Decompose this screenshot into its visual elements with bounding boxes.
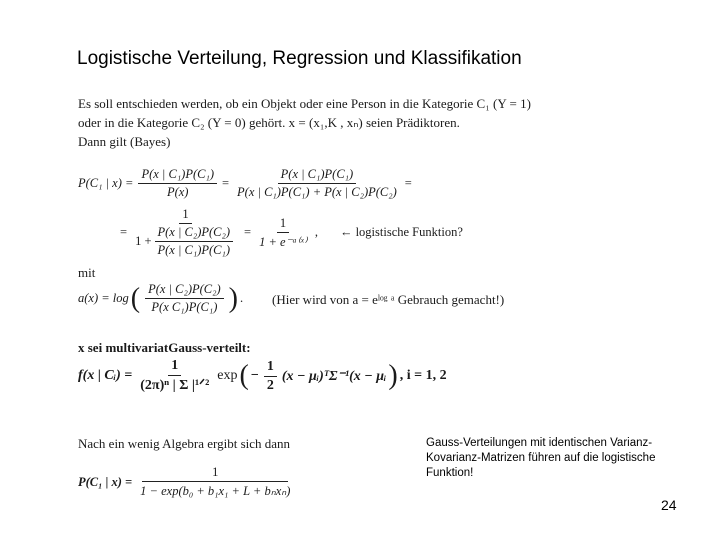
gauss-minus: −: [250, 368, 259, 383]
gauss-normalizer-num: 1: [168, 358, 181, 376]
algebra-text: Nach ein wenig Algebra ergibt sich dann: [78, 436, 291, 451]
bayes-fraction-2: [234, 167, 400, 200]
gauss-quadratic-form: (x − μᵢ)ᵀΣ⁻¹(x − μᵢ: [281, 368, 387, 384]
logistic-equals-1: =: [120, 225, 128, 239]
logistic-fraction: [256, 216, 310, 250]
bayes-fraction-1: [138, 167, 217, 200]
logistic-inner-fraction: [155, 225, 234, 258]
gauss-half-den: 2: [266, 377, 274, 393]
gauss-equation: [78, 358, 447, 394]
side-note: Gauss-Verteilungen mit identischen Varianz-Kovarianz-Matrizen führen auf die logistische Funktion!: [426, 437, 656, 479]
gauss-exp: exp: [217, 368, 238, 383]
bayes-fraction-2-den: P(x | C₁)P(C₁) + P(x | C₂)P(C₂): [237, 185, 397, 199]
logistic-outer-fraction: [132, 207, 239, 258]
slide-title: Logistische Verteilung, Regression und Klassifikation: [77, 48, 522, 69]
gauss-normalizer: [137, 358, 212, 394]
exp-left-paren-icon: (: [239, 360, 249, 391]
logistic-one-plus: 1 +: [135, 234, 152, 248]
gauss-half-num: 1: [264, 359, 277, 377]
a-fraction-num: P(x | C₂)P(C₂): [145, 282, 224, 299]
logistic-fraction-num: 1: [277, 216, 289, 233]
bayes-equals-3: =: [404, 176, 412, 190]
logistic-outer-num: 1: [179, 207, 191, 224]
logistic-outer-den: [132, 224, 239, 258]
gauss-tail: , i = 1, 2: [399, 368, 447, 383]
final-equation: [78, 465, 296, 499]
right-paren-icon: ): [228, 282, 238, 314]
final-fraction: [137, 465, 293, 499]
logistic-inner-num: P(x | C₂)P(C₂): [155, 225, 234, 242]
logistic-inner-den: P(x | C₁)P(C₁): [157, 243, 231, 257]
gauss-intro: x sei multivariatGauss-verteilt:: [78, 340, 251, 355]
logistic-fraction-den: 1 + e⁻ᵃ⁽ˣ⁾: [259, 234, 307, 249]
exp-right-paren-icon: ): [388, 360, 398, 391]
logistic-equals-2: =: [244, 225, 252, 239]
bayes-equation: [78, 167, 412, 200]
final-fraction-num: 1: [142, 465, 288, 482]
a-note: (Hier wird von a = eˡᵒᵍ ᵃ Gebrauch gemacht!): [272, 292, 505, 307]
bayes-fraction-2-num: P(x | C₁)P(C₁): [278, 167, 357, 184]
a-fraction-den: P(x C₁)P(C₁): [151, 300, 218, 314]
page-number: 24: [661, 497, 677, 513]
a-dot: .: [239, 291, 244, 305]
final-fraction-den: 1 − exp(b₀ + b₁x₁ + L + bₙxₙ): [140, 484, 291, 498]
intro-line-1: Es soll entschieden werden, ob ein Objekt oder eine Person in die Kategorie C₁ (Y = 1): [78, 96, 531, 111]
a-definition: [78, 282, 243, 315]
logistic-function-label: ← logistische Funktion?: [339, 225, 463, 239]
bayes-lhs: P(C₁ | x) =: [78, 176, 134, 190]
a-fraction: [145, 282, 224, 315]
final-lhs: P(C₁ | x) =: [78, 474, 133, 489]
bayes-equals-2: =: [221, 176, 230, 190]
a-lhs: a(x) = log: [78, 291, 129, 305]
bayes-fraction-1-den: P(x): [166, 185, 189, 199]
gauss-half: [264, 359, 277, 394]
logistic-equation: [120, 207, 463, 258]
logistic-comma: ,: [314, 225, 318, 239]
mit-label: mit: [78, 265, 96, 280]
gauss-lhs: f(x | Cᵢ) =: [78, 368, 133, 383]
intro-line-2: oder in die Kategorie C₂ (Y = 0) gehört. x = (x₁,K , xₙ) seien Prädiktoren.: [78, 115, 460, 130]
intro-line-3: Dann gilt (Bayes): [78, 134, 171, 149]
bayes-fraction-1-num: P(x | C₁)P(C₁): [138, 167, 217, 184]
gauss-normalizer-den: (2π)ⁿ | Σ |¹ᐟ²: [140, 378, 210, 393]
left-paren-icon: (: [130, 282, 141, 314]
